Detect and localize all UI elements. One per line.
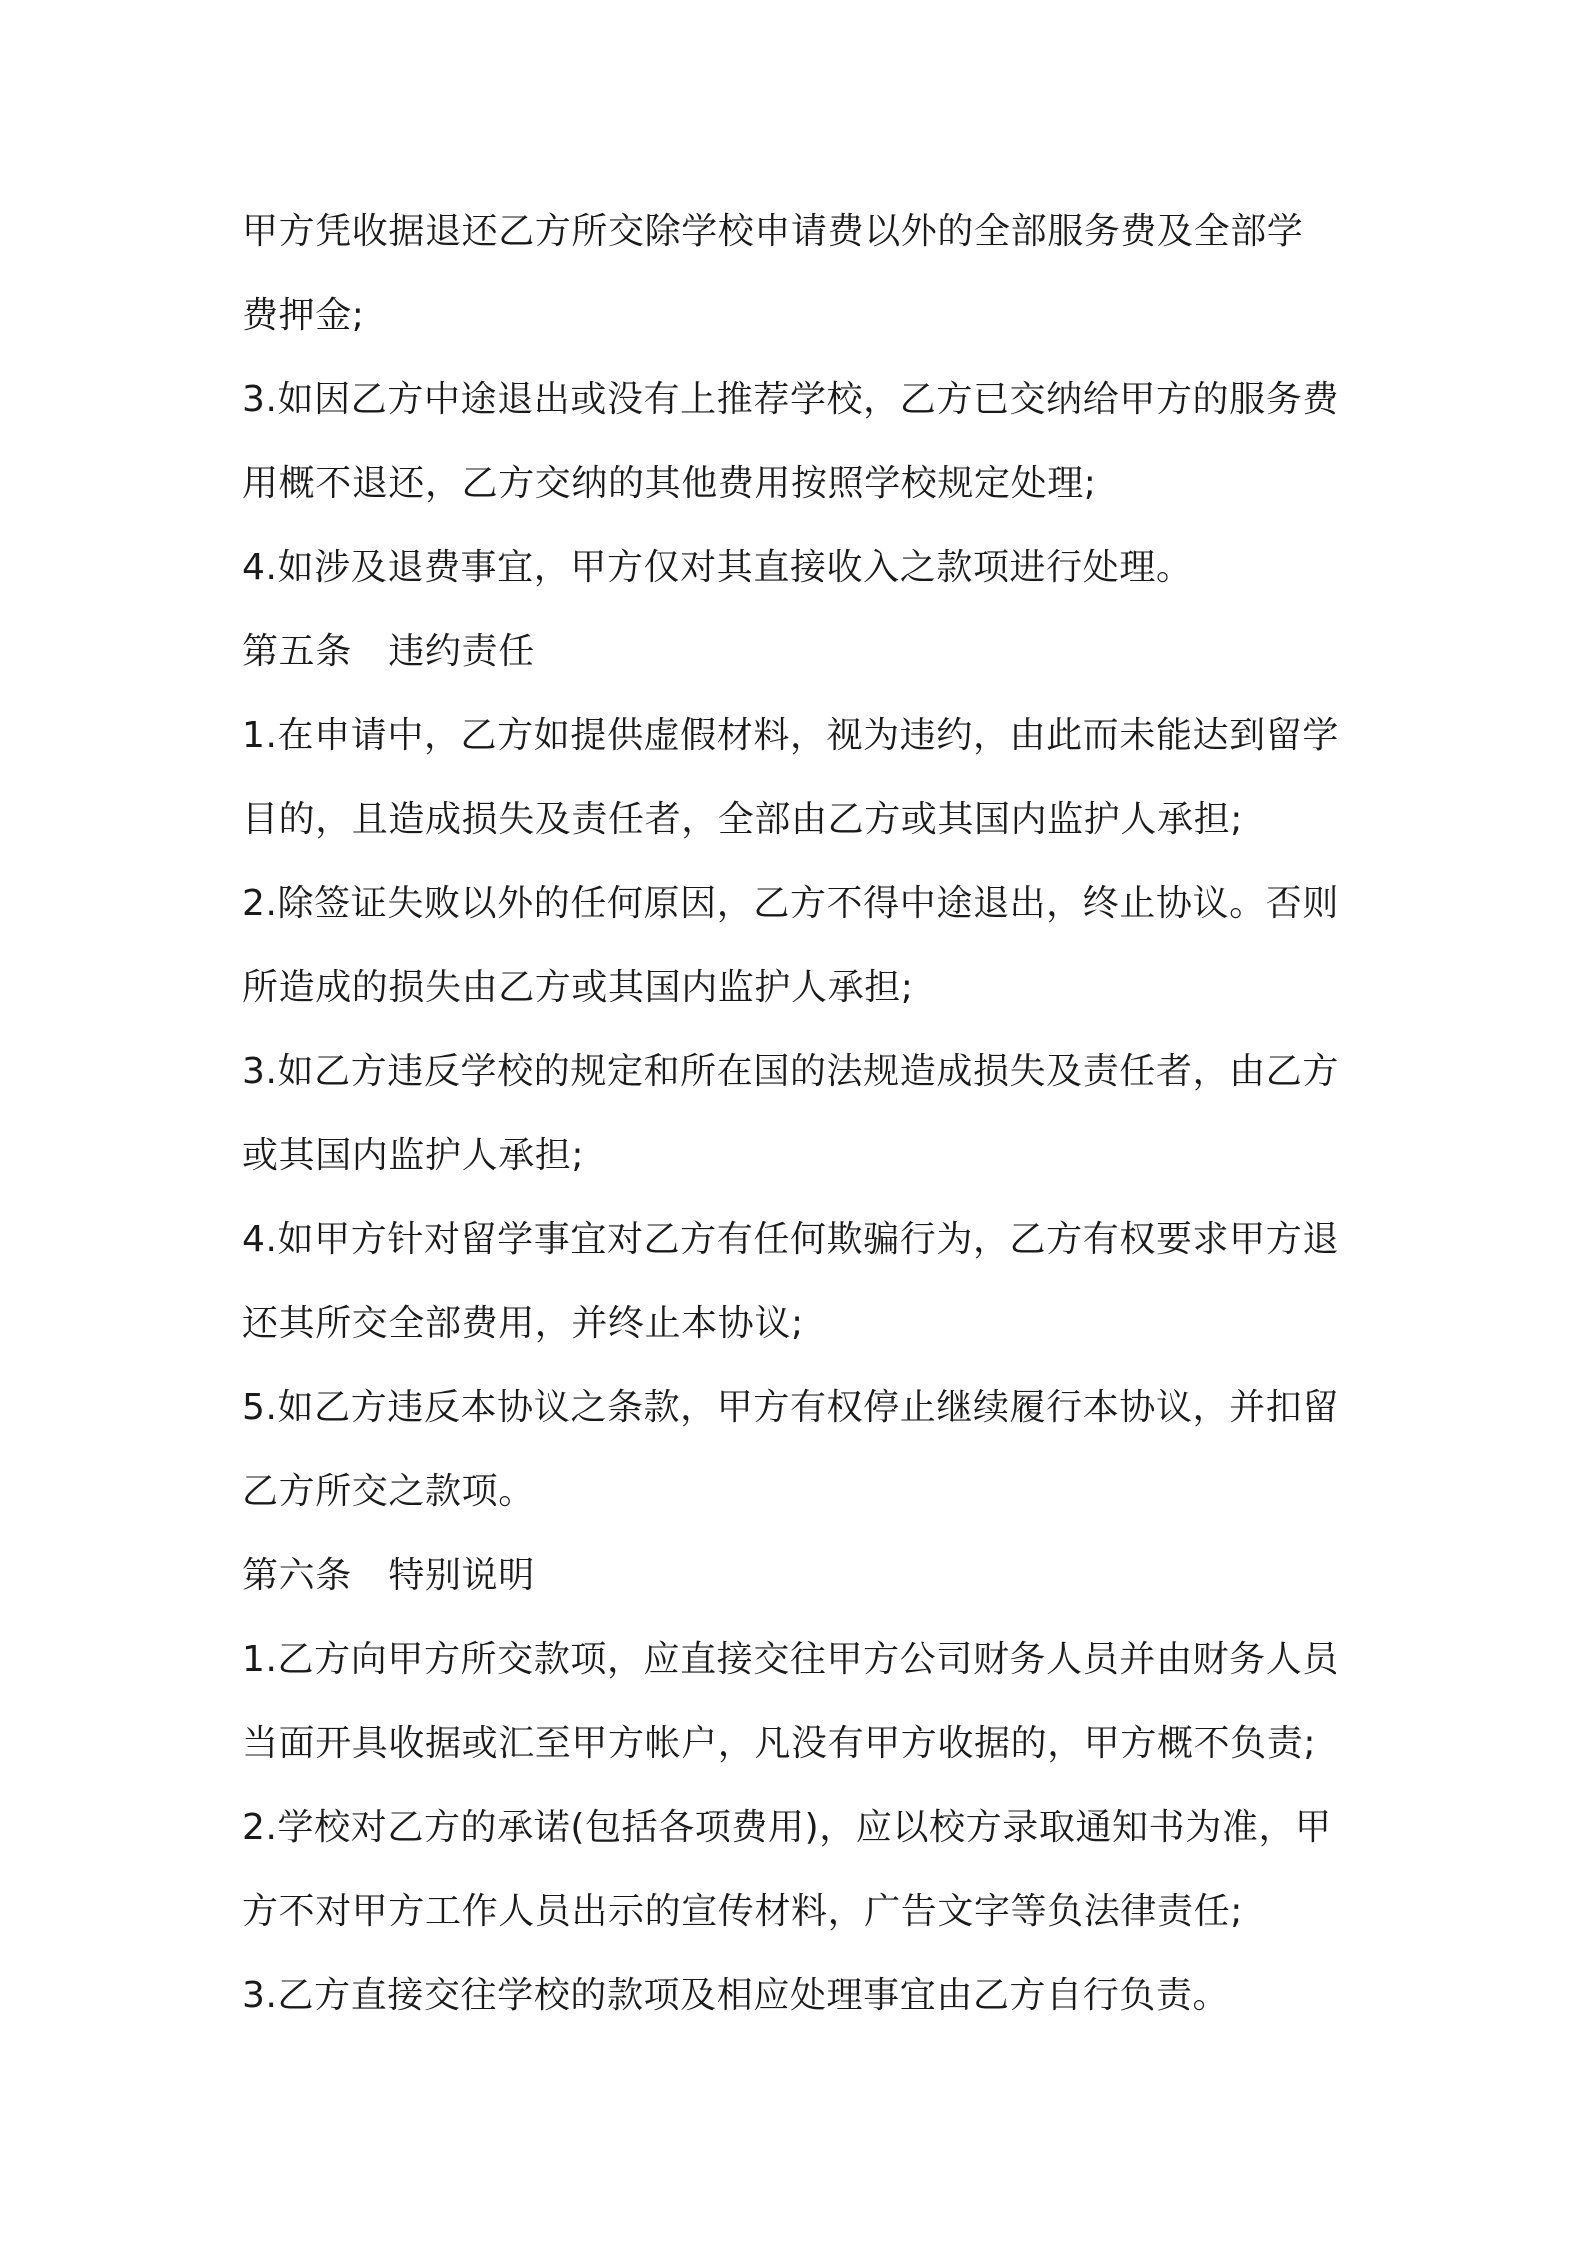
text-line: 或其国内监护人承担; [242,1135,585,1176]
text-line: 费押金; [242,295,365,336]
text-line: 目的，且造成损失及责任者，全部由乙方或其国内监护人承担; [242,799,1243,840]
text-line: 4.如涉及退费事宜，甲方仅对其直接收入之款项进行处理。 [242,547,1193,588]
text-line: 3.如乙方违反学校的规定和所在国的法规造成损失及责任者，由乙方 [242,1051,1339,1092]
text-line: 1.在申请中，乙方如提供虚假材料，视为违约，由此而未能达到留学 [242,715,1339,756]
text-line: 还其所交全部费用，并终止本协议; [242,1303,804,1344]
text-line: 4.如甲方针对留学事宜对乙方有任何欺骗行为，乙方有权要求甲方退 [242,1219,1339,1260]
document-body [242,190,1362,2038]
text-line: 3.如因乙方中途退出或没有上推荐学校，乙方已交纳给甲方的服务费 [242,379,1339,420]
text-line: 方不对甲方工作人员出示的宣传材料，广告文字等负法律责任; [242,1891,1243,1932]
section-heading: 第五条 违约责任 [242,631,535,672]
text-line: 2.除签证失败以外的任何原因，乙方不得中途退出，终止协议。否则 [242,883,1339,924]
text-line: 2.学校对乙方的承诺(包括各项费用)，应以校方录取通知书为准，甲 [242,1807,1332,1848]
text-line: 3.乙方直接交往学校的款项及相应处理事宜由乙方自行负责。 [242,1975,1230,2016]
section-heading: 第六条 特别说明 [242,1555,535,1596]
text-line: 5.如乙方违反本协议之条款，甲方有权停止继续履行本协议，并扣留 [242,1387,1339,1428]
text-line: 所造成的损失由乙方或其国内监护人承担; [242,967,914,1008]
text-line: 乙方所交之款项。 [242,1471,535,1512]
text-line: 1.乙方向甲方所交款项，应直接交往甲方公司财务人员并由财务人员 [242,1639,1339,1680]
text-line: 甲方凭收据退还乙方所交除学校申请费以外的全部服务费及全部学 [242,211,1304,252]
text-line: 当面开具收据或汇至甲方帐户，凡没有甲方收据的，甲方概不负责; [242,1723,1317,1764]
text-line: 用概不退还，乙方交纳的其他费用按照学校规定处理; [242,463,1097,504]
